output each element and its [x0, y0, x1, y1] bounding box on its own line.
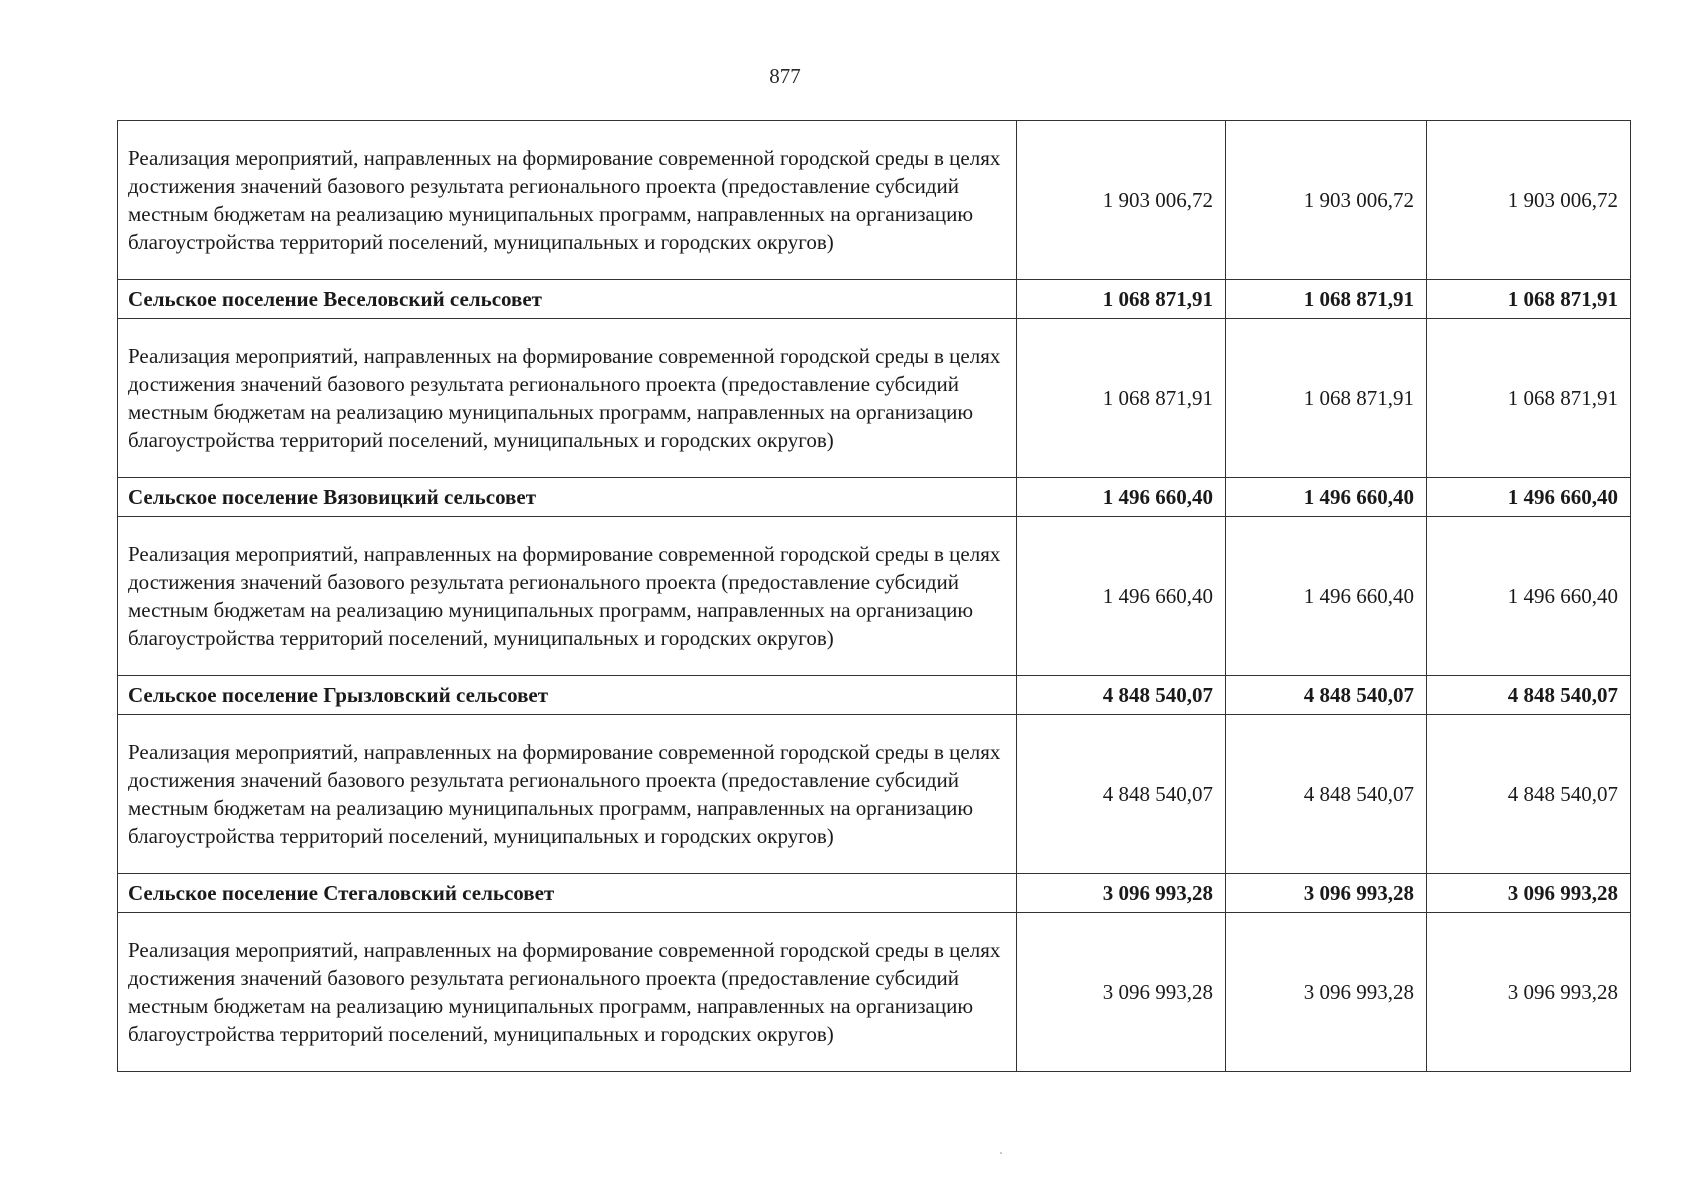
group-name: Сельское поселение Вязовицкий сельсовет	[118, 478, 1017, 517]
row-value-3: 4 848 540,07	[1427, 715, 1631, 874]
row-value-3: 3 096 993,28	[1427, 913, 1631, 1072]
table-row	[118, 319, 1631, 478]
row-description: Реализация мероприятий, направленных на формирование современной городской среды в целях достижения значений базового результата регионального проекта (предоставление субсидий местным бюджетам на реализацию муниципальных программ, направленных на организацию благоустройства территорий поселений, муниципальных и городских округов)	[118, 319, 1017, 478]
page-number: 877	[769, 64, 801, 88]
row-value-2: 1 068 871,91	[1226, 319, 1427, 478]
group-value-3: 1 068 871,91	[1427, 280, 1631, 319]
group-value-1: 3 096 993,28	[1017, 874, 1226, 913]
group-value-2: 4 848 540,07	[1226, 676, 1427, 715]
table-row-group-total	[118, 478, 1631, 517]
group-value-3: 1 496 660,40	[1427, 478, 1631, 517]
group-value-3: 3 096 993,28	[1427, 874, 1631, 913]
table-row	[118, 121, 1631, 280]
row-description: Реализация мероприятий, направленных на формирование современной городской среды в целях достижения значений базового результата регионального проекта (предоставление субсидий местным бюджетам на реализацию муниципальных программ, направленных на организацию благоустройства территорий поселений, муниципальных и городских округов)	[118, 517, 1017, 676]
table-row	[118, 517, 1631, 676]
group-value-2: 3 096 993,28	[1226, 874, 1427, 913]
group-name: Сельское поселение Веселовский сельсовет	[118, 280, 1017, 319]
row-value-3: 1 068 871,91	[1427, 319, 1631, 478]
group-value-2: 1 068 871,91	[1226, 280, 1427, 319]
group-value-1: 1 068 871,91	[1017, 280, 1226, 319]
row-value-1: 1 068 871,91	[1017, 319, 1226, 478]
group-value-1: 1 496 660,40	[1017, 478, 1226, 517]
row-description: Реализация мероприятий, направленных на формирование современной городской среды в целях достижения значений базового результата регионального проекта (предоставление субсидий местным бюджетам на реализацию муниципальных программ, направленных на организацию благоустройства территорий поселений, муниципальных и городских округов)	[118, 715, 1017, 874]
budget-table	[117, 120, 1631, 1072]
row-description: Реализация мероприятий, направленных на формирование современной городской среды в целях достижения значений базового результата регионального проекта (предоставление субсидий местным бюджетам на реализацию муниципальных программ, направленных на организацию благоустройства территорий поселений, муниципальных и городских округов)	[118, 121, 1017, 280]
table-row-group-total	[118, 280, 1631, 319]
row-value-2: 3 096 993,28	[1226, 913, 1427, 1072]
row-value-2: 1 496 660,40	[1226, 517, 1427, 676]
group-value-2: 1 496 660,40	[1226, 478, 1427, 517]
group-name: Сельское поселение Стегаловский сельсовет	[118, 874, 1017, 913]
row-value-1: 3 096 993,28	[1017, 913, 1226, 1072]
row-value-3: 1 903 006,72	[1427, 121, 1631, 280]
row-value-1: 1 496 660,40	[1017, 517, 1226, 676]
table-row	[118, 913, 1631, 1072]
row-value-1: 1 903 006,72	[1017, 121, 1226, 280]
table-row	[118, 715, 1631, 874]
row-value-1: 4 848 540,07	[1017, 715, 1226, 874]
scan-speck	[1000, 1152, 1002, 1154]
table-row-group-total	[118, 874, 1631, 913]
row-value-2: 4 848 540,07	[1226, 715, 1427, 874]
group-name: Сельское поселение Грызловский сельсовет	[118, 676, 1017, 715]
table-row-group-total	[118, 676, 1631, 715]
row-value-3: 1 496 660,40	[1427, 517, 1631, 676]
row-description: Реализация мероприятий, направленных на формирование современной городской среды в целях достижения значений базового результата регионального проекта (предоставление субсидий местным бюджетам на реализацию муниципальных программ, направленных на организацию благоустройства территорий поселений, муниципальных и городских округов)	[118, 913, 1017, 1072]
budget-table-body	[118, 121, 1631, 1072]
group-value-3: 4 848 540,07	[1427, 676, 1631, 715]
group-value-1: 4 848 540,07	[1017, 676, 1226, 715]
row-value-2: 1 903 006,72	[1226, 121, 1427, 280]
